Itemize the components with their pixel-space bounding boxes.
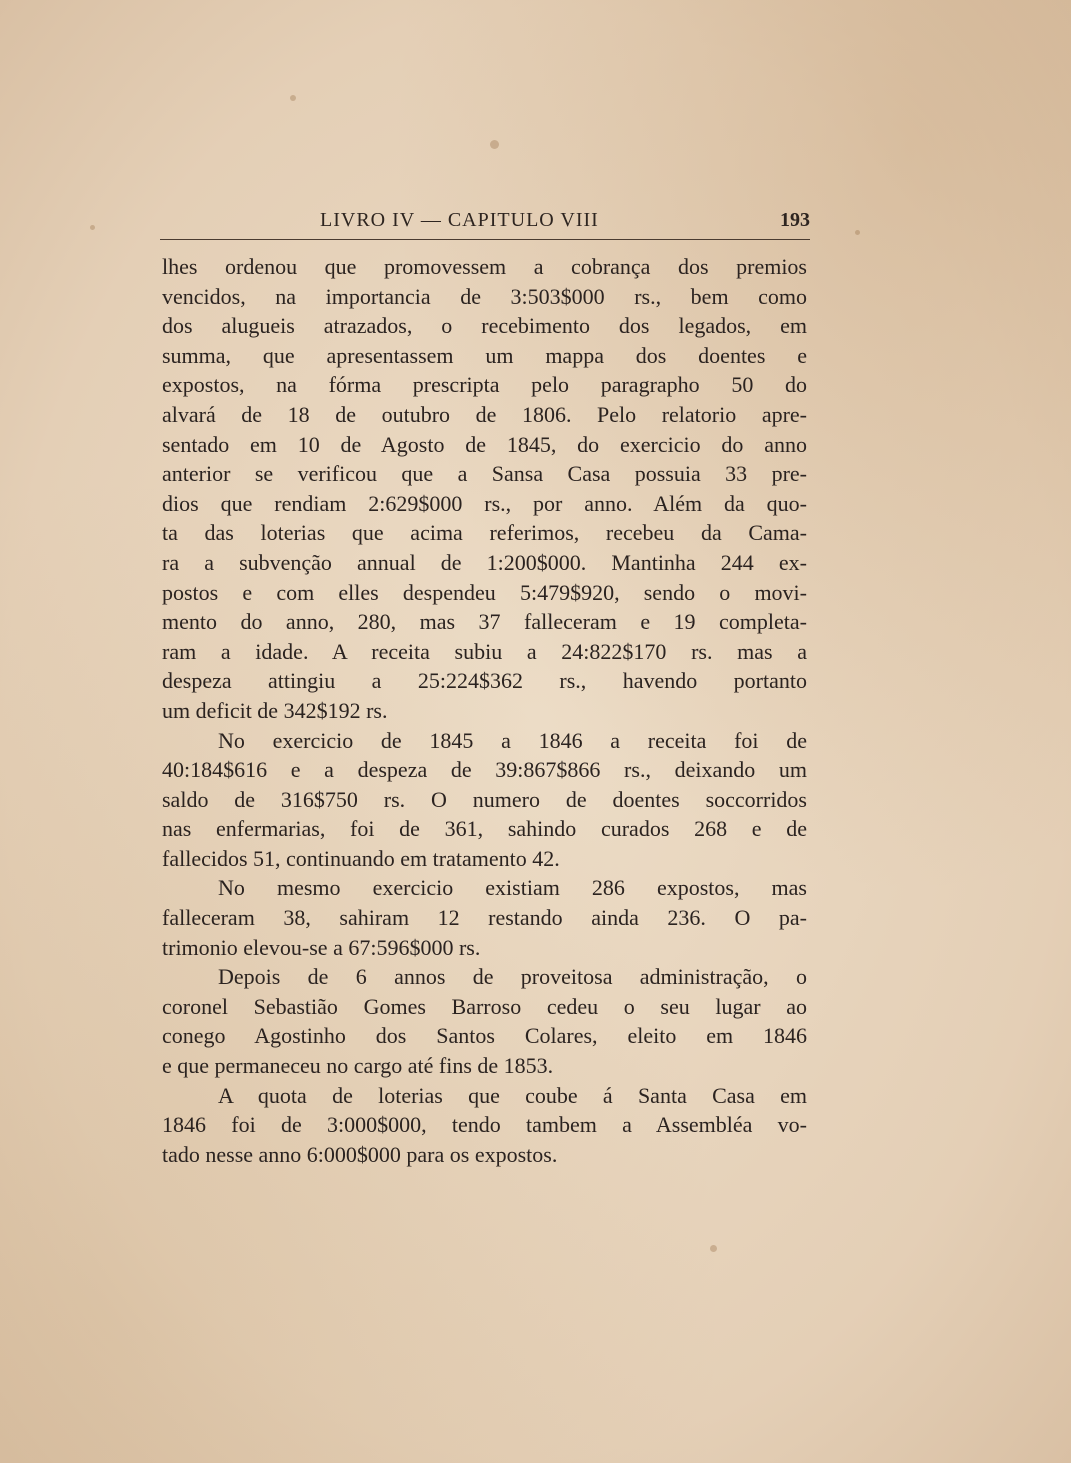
text-line: conego Agostinho dos Santos Colares, eleito em 1846 (162, 1023, 807, 1049)
text-line: nas enfermarias, foi de 361, sahindo curados 268 e de (162, 816, 807, 842)
text-line: anterior se verificou que a Sansa Casa possuia 33 pre- (162, 461, 807, 487)
text-line: e que permaneceu no cargo até fins de 1853. (162, 1053, 554, 1079)
page-number: 193 (780, 209, 810, 231)
body-text (162, 252, 807, 1169)
paragraph (162, 252, 807, 726)
text-line: um deficit de 342$192 rs. (162, 697, 388, 723)
running-title: LIVRO IV — CAPITULO VIII (320, 209, 599, 231)
text-line: ra a subvenção annual de 1:200$000. Mantinha 244 ex- (162, 549, 807, 575)
text-line: sentado em 10 de Agosto de 1845, do exercicio do anno (162, 431, 807, 457)
text-line: postos e com elles despendeu 5:479$920, sendo o movi- (162, 579, 807, 605)
text-line: dos alugueis atrazados, o recebimento dos legados, em (162, 313, 807, 339)
foxing-stain (855, 230, 860, 235)
text-line: trimonio elevou-se a 67:596$000 rs. (162, 934, 481, 960)
text-line: summa, que apresentassem um mappa dos doentes e (162, 342, 807, 368)
text-line: dios que rendiam 2:629$000 rs., por anno. Além da quo- (162, 490, 807, 516)
paragraph (162, 1081, 807, 1170)
text-line: 40:184$616 e a despeza de 39:867$866 rs., deixando um (162, 757, 807, 783)
paragraph (162, 962, 807, 1080)
text-line: A quota de loterias que coube á Santa Casa em (218, 1082, 807, 1108)
foxing-stain (290, 95, 296, 101)
text-line: tado nesse anno 6:000$000 para os expostos. (162, 1141, 558, 1167)
text-line: fallecidos 51, continuando em tratamento 42. (162, 845, 560, 871)
text-line: No exercicio de 1845 a 1846 a receita foi de (218, 727, 807, 753)
text-line: saldo de 316$750 rs. O numero de doentes soccorridos (162, 786, 807, 812)
paragraph (162, 873, 807, 962)
foxing-stain (710, 1245, 717, 1252)
text-line: No mesmo exercicio existiam 286 expostos, mas (218, 875, 807, 901)
text-line: Depois de 6 annos de proveitosa administração, o (218, 964, 807, 990)
text-line: lhes ordenou que promovessem a cobrança dos premios (162, 254, 807, 279)
text-line: falleceram 38, sahiram 12 restando ainda 236. O pa- (162, 905, 807, 931)
foxing-stain (90, 225, 95, 230)
running-header (160, 205, 810, 240)
text-line: mento do anno, 280, mas 37 falleceram e 19 completa- (162, 609, 807, 635)
text-line: ram a idade. A receita subiu a 24:822$170 rs. mas a (162, 638, 807, 664)
text-line: alvará de 18 de outubro de 1806. Pelo relatorio apre- (162, 401, 807, 427)
text-line: 1846 foi de 3:000$000, tendo tambem a Assembléa vo- (162, 1112, 807, 1138)
text-line: expostos, na fórma prescripta pelo paragrapho 50 do (162, 372, 807, 398)
text-line: coronel Sebastião Gomes Barroso cedeu o seu lugar ao (162, 993, 807, 1019)
text-line: ta das loterias que acima referimos, recebeu da Cama- (162, 520, 807, 546)
paragraph (162, 726, 807, 874)
foxing-stain (490, 140, 499, 149)
text-line: despeza attingiu a 25:224$362 rs., havendo portanto (162, 668, 807, 694)
text-line: vencidos, na importancia de 3:503$000 rs., bem como (162, 283, 807, 309)
